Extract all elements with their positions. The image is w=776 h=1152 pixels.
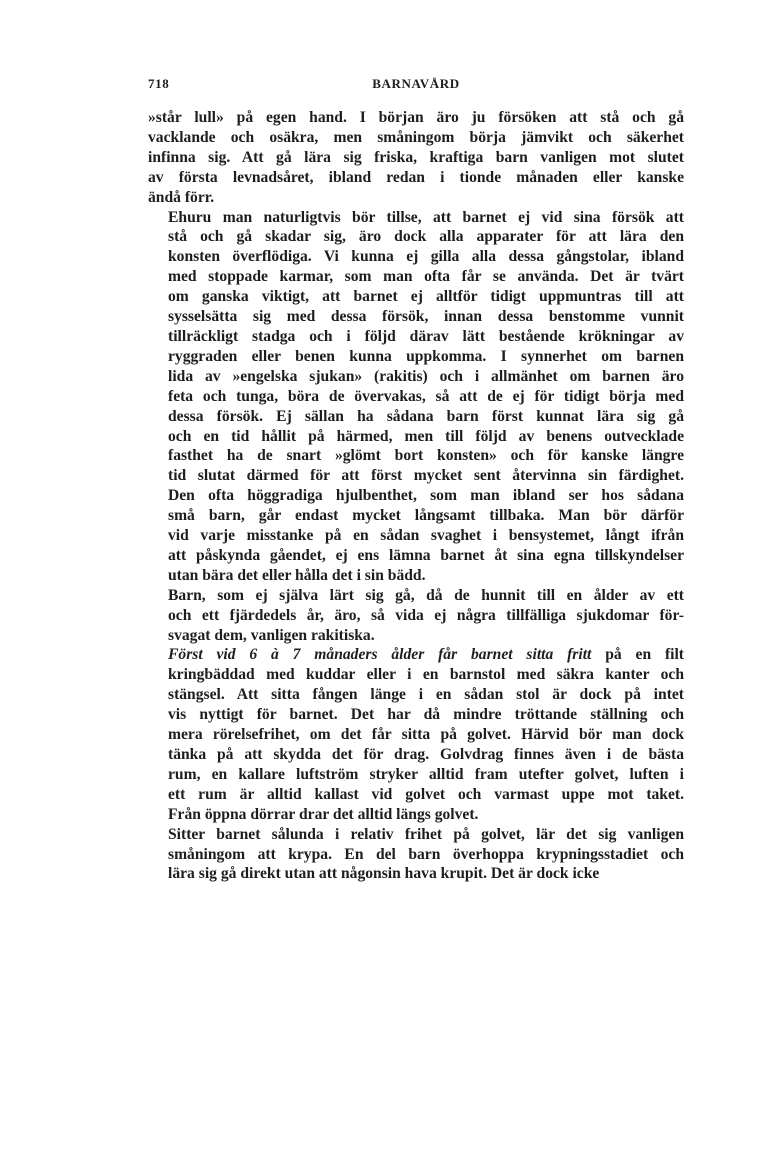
paragraph [148,208,684,586]
text-line [148,606,684,626]
line-text: Från öppna dörrar drar det alltid längs golvet. [168,805,479,823]
body-text [148,108,684,884]
line-text: av första levnadsåret, ibland redan i tionde månaden eller kanske [148,168,684,186]
text-line [148,506,684,526]
text-line [148,327,684,347]
text-line [148,586,684,606]
running-header [148,72,684,94]
text-line [148,745,684,765]
text-line [148,267,684,287]
line-text: konsten överflödiga. Vi kunna ej gilla alla dessa gångstolar, ibland [168,248,684,266]
line-text: rum, en kallare luftström stryker alltid fram utefter golvet, luften i [168,765,684,783]
line-text: små barn, går endast mycket långsamt tillbaka. Man bör därför [168,507,684,525]
line-text: tillräckligt stadga och i följd därav lätt bestående krökningar av [168,327,684,345]
line-text: och ett fjärdedels år, äro, så vida ej några tillfälliga sjukdomar för- [168,606,684,624]
text-line [148,247,684,267]
paragraph [148,645,684,824]
text-line [148,546,684,566]
line-text: lida av »engelska sjukan» (rakitis) och i allmänhet om barnen äro [168,367,684,385]
text-line [148,427,684,447]
text-line [148,845,684,865]
line-text: sysselsätta sig med dessa försök, innan dessa benstomme vunnit [168,308,684,326]
line-text: ett rum är alltid kallast vid golvet och varmast uppe mot taket. [168,785,684,803]
text-line [148,825,684,845]
text-line [148,466,684,486]
text-line [148,108,684,128]
text-line [148,685,684,705]
line-text: fasthet ha de snart »glömt bort konsten» och för kanske längre [168,447,684,465]
text-line [148,148,684,168]
line-text: mera rörelsefrihet, om det får sitta på golvet. Härvid bör man dock [168,726,684,744]
line-text: vid varje misstanke på en sådan svaghet i bensystemet, långt ifrån [168,527,684,545]
text-line [148,387,684,407]
paragraph [148,586,684,646]
text-line [148,626,684,646]
paragraph [148,825,684,885]
line-text: kringbäddad med kuddar eller i en barnstol med säkra kanter och [168,666,684,684]
line-text: och en tid hållit på härmed, men till följd av benens outvecklade [168,427,684,445]
line-text: Ehuru man naturligtvis bör tillse, att barnet ej vid sina försök att [168,208,684,226]
line-text: stå och gå skadar sig, äro dock alla apparater för att lära den [168,228,684,246]
text-line [148,566,684,586]
paragraph [148,108,684,208]
text-line [148,287,684,307]
text-line [148,725,684,745]
line-text: feta och tunga, böra de övervakas, så att de ej för tidigt börja med [168,387,684,405]
line-text: infinna sig. Att gå lära sig friska, kraftiga barn vanligen mot slutet [148,148,684,166]
line-text: på en filt [591,646,685,664]
line-text: ändå förr. [148,188,215,206]
text-line [148,705,684,725]
line-text: lära sig gå direkt utan att någonsin hava krupit. Det är dock icke [168,865,600,883]
line-text: vacklande och osäkra, men småningom börja jämvikt och säkerhet [148,128,684,146]
line-text: om ganska viktigt, att barnet ej alltför tidigt uppmuntras till att [168,288,684,306]
text-line [148,665,684,685]
text-line [148,407,684,427]
line-text: ryggraden eller benen kunna uppkomma. I synnerhet om barnen [168,347,684,365]
text-line [148,307,684,327]
line-text: vis nyttigt för barnet. Det har då mindre tröttande ställning och [168,706,684,724]
book-page [148,72,684,884]
text-line [148,785,684,805]
line-text: dessa försök. Ej sällan ha sådana barn först kunnat lära sig gå [168,407,684,425]
text-line [148,486,684,506]
line-text: Den ofta höggradiga hjulbenthet, som man ibland ser hos sådana [168,487,684,505]
running-title: BARNAVÅRD [372,76,460,91]
line-text: att påskynda gåendet, ej ens lämna barnet åt sina egna tillskyndelser [168,546,684,564]
text-line [148,227,684,247]
line-text: utan bära det eller hålla det i sin bädd. [168,566,426,584]
italic-lead-phrase: Först vid 6 à 7 månaders ålder får barnet sitta fritt [168,646,592,664]
line-text: tänka på att skydda det för drag. Golvdrag finnes även i de bästa [168,746,684,763]
line-text: småningom att krypa. En del barn överhoppa krypningsstadiet och [168,845,684,863]
text-line [148,765,684,785]
line-text: med stoppade karmar, som man ofta får se använda. Det är tvärt [168,268,684,286]
line-text: stängsel. Att sitta fången länge i en sådan stol är dock på intet [168,686,684,704]
text-line [148,526,684,546]
line-text: Sitter barnet sålunda i relativ frihet på golvet, lär det sig vanligen [168,825,684,843]
text-line [148,367,684,387]
text-line [148,168,684,188]
text-line [148,347,684,367]
line-text: svagat dem, vanligen rakitiska. [168,626,375,644]
text-line [148,864,684,884]
text-line [148,645,684,665]
page-number: 718 [148,76,170,91]
text-line [148,805,684,825]
line-text: tid slutat därmed för att först mycket sent återvinna sin färdighet. [168,467,684,485]
text-line [148,128,684,148]
text-line [148,446,684,466]
text-line [148,188,684,208]
line-text: »står lull» på egen hand. I början äro ju försöken att stå och gå [148,109,684,126]
text-line [148,208,684,228]
line-text: Barn, som ej själva lärt sig gå, då de hunnit till en ålder av ett [168,586,684,604]
